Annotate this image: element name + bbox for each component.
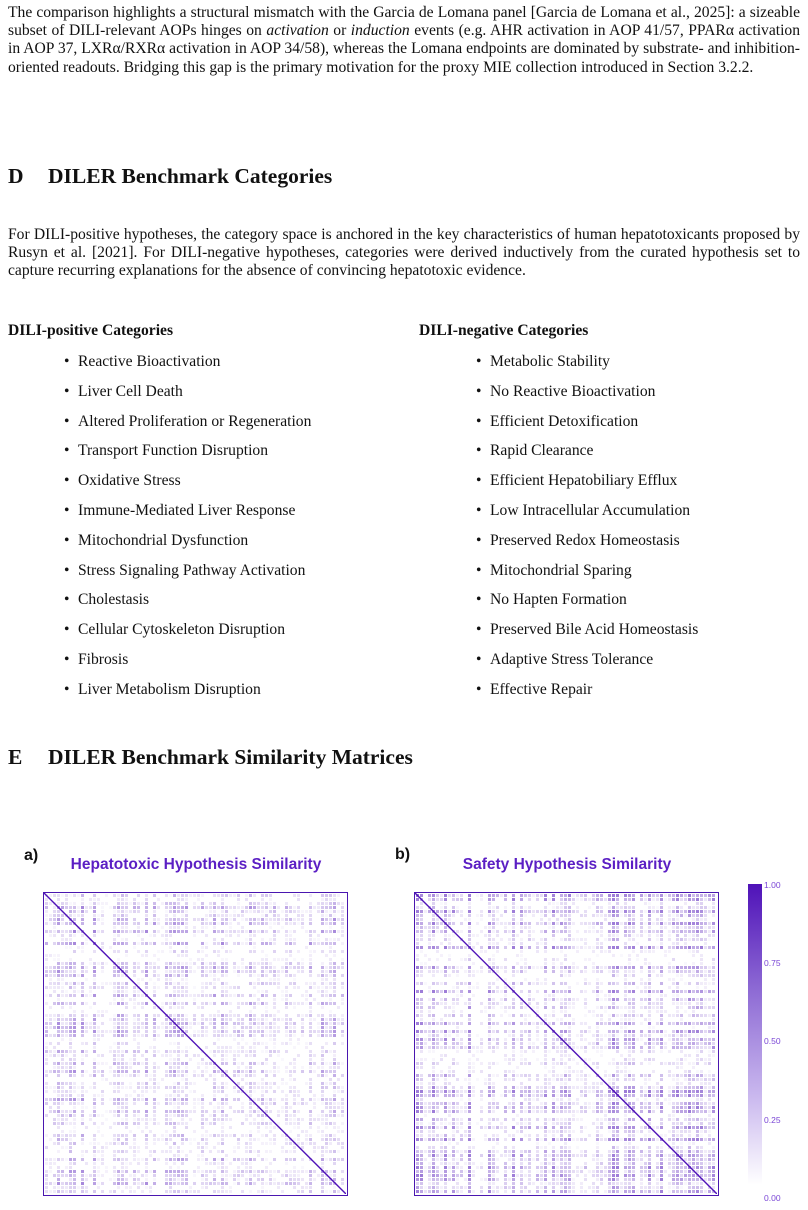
negative-category-item: • Low Intracellular Accumulation bbox=[476, 501, 691, 519]
section-heading-d: D DILER Benchmark Categories bbox=[8, 164, 333, 188]
colorbar bbox=[748, 884, 762, 1185]
colorbar-tick: 0.50 bbox=[764, 1036, 781, 1046]
negative-category-item: • No Hapten Formation bbox=[476, 591, 627, 609]
positive-categories-heading: DILI-positive Categories bbox=[8, 322, 174, 339]
negative-category-item: • Mitochondrial Sparing bbox=[476, 561, 632, 579]
positive-category-item: • Stress Signaling Pathway Activation bbox=[64, 561, 306, 579]
negative-category-item: • Preserved Redox Homeostasis bbox=[476, 531, 680, 549]
negative-category-item: • Adaptive Stress Tolerance bbox=[476, 650, 654, 668]
safety-similarity-matrix bbox=[414, 892, 719, 1196]
negative-category-item: • Efficient Hepatobiliary Efflux bbox=[476, 472, 678, 490]
negative-category-item: • Metabolic Stability bbox=[476, 353, 610, 370]
negative-category-item: • Preserved Bile Acid Homeostasis bbox=[476, 621, 699, 639]
colorbar-tick: 1.00 bbox=[764, 880, 781, 890]
panel-a-title: Hepatotoxic Hypothesis Similarity bbox=[70, 856, 322, 873]
matrix-a-heatmap bbox=[44, 893, 346, 1194]
positive-category-item: • Liver Cell Death bbox=[64, 382, 183, 400]
positive-category-item: • Transport Function Disruption bbox=[64, 442, 269, 460]
hepatotoxic-similarity-matrix bbox=[43, 892, 348, 1196]
negative-category-item: • Efficient Detoxification bbox=[476, 412, 639, 430]
positive-category-item: • Mitochondrial Dysfunction bbox=[64, 531, 249, 549]
matrix-b-heatmap bbox=[415, 893, 717, 1194]
intro-paragraph: The comparison highlights a structural mismatch with the Garcia de Lomana panel [Garcia de Lomana et al., 2025]: a sizeable subset of DILI-relevant AOPs hinges on activation or induction events (e.g. AHR activation in AOP 41/57, PPARα activation in AOP 37, LXRα/RXRα activation in AOP 34/58), whereas the Lomana endpoints are dominated by substrate- and inhibition-oriented readouts. Bridging this gap is the primary motivation for the proxy MIE collection introduced in Section 3.2.2. bbox=[8, 4, 800, 76]
colorbar-tick: 0.00 bbox=[764, 1193, 781, 1203]
positive-category-item: • Fibrosis bbox=[64, 650, 129, 668]
positive-categories-list bbox=[64, 353, 311, 711]
negative-categories-heading: DILI-negative Categories bbox=[419, 322, 589, 339]
positive-category-item: • Liver Metabolism Disruption bbox=[64, 680, 261, 698]
panel-b-label: b) bbox=[395, 846, 411, 863]
panel-a-label: a) bbox=[24, 847, 39, 864]
positive-category-item: • Cellular Cytoskeleton Disruption bbox=[64, 621, 286, 639]
positive-category-item: • Cholestasis bbox=[64, 591, 150, 609]
negative-category-item: • Effective Repair bbox=[476, 680, 593, 698]
positive-category-item: • Immune-Mediated Liver Response bbox=[64, 501, 296, 519]
matrix-diagonal bbox=[44, 893, 346, 1194]
negative-category-item: • Rapid Clearance bbox=[476, 442, 594, 460]
positive-category-item: • Altered Proliferation or Regeneration bbox=[64, 412, 312, 430]
positive-category-item: • Reactive Bioactivation bbox=[64, 353, 221, 370]
section-d-paragraph: For DILI-positive hypotheses, the category space is anchored in the key characteristics of human hepatotoxicants proposed by Rusyn et al. [2021]. For DILI-negative hypotheses, categories were derived inductively from the curated hypothesis set to capture recurring explanations for the absence of convincing hepatotoxic evidence. bbox=[8, 226, 800, 280]
panel-b-title: Safety Hypothesis Similarity bbox=[462, 856, 672, 873]
colorbar-tick: 0.25 bbox=[764, 1115, 781, 1125]
colorbar-tick: 0.75 bbox=[764, 958, 781, 968]
negative-categories-list bbox=[476, 353, 698, 711]
positive-category-item: • Oxidative Stress bbox=[64, 472, 181, 490]
section-heading-e: E DILER Benchmark Similarity Matrices bbox=[8, 745, 413, 769]
negative-category-item: • No Reactive Bioactivation bbox=[476, 382, 656, 400]
